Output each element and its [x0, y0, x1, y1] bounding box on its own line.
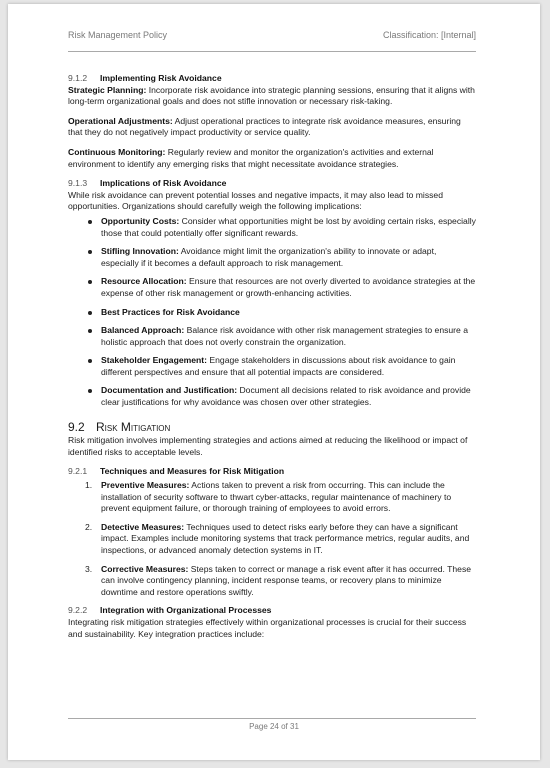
term-label: Preventive Measures: — [101, 480, 190, 491]
implications-list — [68, 216, 476, 409]
term-text: Engage stakeholders in discussions about risk avoidance to gain different perspectives and ensure that all potential impacts are considered. — [101, 355, 456, 377]
list-item — [68, 246, 476, 269]
list-item — [68, 355, 476, 378]
header-classification: Classification: [Internal] — [382, 30, 476, 40]
term-label: Best Practices for Risk Avoidance — [101, 306, 240, 317]
term-text: Adjust operational practices to integrate risk avoidance measures, ensuring that they do not negatively impact productivity or service quality. — [68, 115, 461, 138]
footer-divider — [68, 718, 476, 719]
term-label: Documentation and Justification: — [101, 385, 238, 396]
paragraph-mitigation-intro: Risk mitigation involves implementing strategies and actions aimed at reducing the likelihood or impact of identified risks to acceptable levels. — [68, 435, 468, 457]
list-number: 3. — [85, 563, 93, 574]
header-divider — [68, 51, 476, 52]
term-text: Balance risk avoidance with other risk management strategies to ensure a holistic approach that does not overly constrain the organization. — [101, 325, 468, 347]
heading-9-2-1 — [68, 466, 476, 478]
list-item — [68, 276, 476, 299]
heading-number: 9.1.3 — [68, 178, 88, 189]
techniques-list — [68, 480, 476, 598]
term-label: Resource Allocation: — [101, 276, 187, 287]
heading-title: Techniques and Measures for Risk Mitigation — [100, 466, 285, 477]
list-number: 1. — [85, 480, 93, 491]
paragraph-implications-intro: While risk avoidance can prevent potential losses and negative impacts, it may also lead to missed opportunities. Organizations should carefully weigh the following implications: — [68, 189, 443, 212]
page-header — [68, 30, 476, 40]
paragraph-continuous-monitoring — [68, 147, 476, 170]
list-number: 2. — [85, 521, 93, 532]
term-label: Corrective Measures: — [101, 563, 189, 574]
heading-number: 9.2.2 — [68, 605, 88, 616]
list-item — [68, 480, 476, 515]
term-label: Stifling Innovation: — [101, 246, 179, 257]
document-page — [8, 4, 540, 760]
heading-title: Implications of Risk Avoidance — [100, 178, 227, 189]
term-text: Steps taken to correct or manage a risk event after it has occurred. These can involve contingency planning, incident response teams, or recovery plans to minimize downtime and restore operations swiftly. — [101, 563, 472, 597]
heading-9-1-3 — [68, 178, 476, 190]
term-text: Incorporate risk avoidance into strategic planning sessions, ensuring that it aligns with long-term organizational goals and does not stifle innovation or necessary risk-taking. — [68, 84, 475, 107]
list-item — [68, 216, 476, 239]
term-label: Strategic Planning: — [68, 84, 147, 95]
term-text: Techniques used to detect risks early before they can have a significant impact. Examples include monitoring systems that track performance metrics, regular audits, and inspections, or advanced anomaly detection systems in IT. — [101, 521, 470, 555]
heading-9-2 — [68, 419, 476, 434]
term-label: Opportunity Costs: — [101, 215, 180, 226]
list-item — [68, 564, 476, 599]
term-label: Operational Adjustments: — [68, 115, 173, 126]
term-text: Document all decisions related to risk avoidance and provide clear justifications for why avoidance was chosen over other strategies. — [101, 385, 471, 408]
term-label: Detective Measures: — [101, 521, 185, 532]
heading-title: Risk Mitigation — [96, 419, 171, 434]
term-label: Balanced Approach: — [101, 325, 185, 336]
heading-9-2-2 — [68, 605, 476, 617]
page-content — [68, 73, 476, 640]
term-text: Consider what opportunities might be lost by avoiding certain risks, especially those that could potentially offer significant rewards. — [101, 215, 476, 238]
list-item — [68, 307, 476, 319]
term-text: Avoidance might limit the organization's ability to innovate or adapt, especially if it becomes a default approach to risk management. — [101, 246, 437, 268]
term-label: Stakeholder Engagement: — [101, 355, 208, 366]
list-item — [68, 522, 476, 557]
paragraph-strategic-planning — [68, 85, 476, 108]
header-title: Risk Management Policy — [68, 30, 168, 40]
term-text: Actions taken to prevent a risk from occurring. This can include the installation of security software to thwart cyber-attacks, regular maintenance of machinery to prevent equipment failure, or thorough training of employees to avoid errors. — [101, 480, 452, 514]
heading-number: 9.2.1 — [68, 466, 88, 477]
term-text: Ensure that resources are not overly diverted to avoidance strategies at the expense of other risk management or growth-enhancing activities. — [101, 276, 476, 298]
paragraph-operational-adjustments — [68, 116, 476, 139]
heading-9-1-2 — [68, 73, 476, 85]
list-item — [68, 325, 476, 348]
page-number: Page 24 of 31 — [249, 722, 299, 731]
term-label: Continuous Monitoring: — [68, 146, 166, 157]
term-text: Regularly review and monitor the organization's activities and external environment to identify any emerging risks that might necessitate avoidance strategies. — [68, 146, 434, 169]
heading-title: Implementing Risk Avoidance — [100, 73, 222, 83]
paragraph-integration-intro: Integrating risk mitigation strategies effectively within organizational processes is crucial for their success and sustainability. Key integration practices include: — [68, 616, 467, 639]
list-item — [68, 385, 476, 408]
heading-title: Integration with Organizational Processes — [100, 605, 272, 616]
heading-number: 9.2 — [68, 419, 85, 434]
heading-number: 9.1.2 — [68, 73, 88, 83]
